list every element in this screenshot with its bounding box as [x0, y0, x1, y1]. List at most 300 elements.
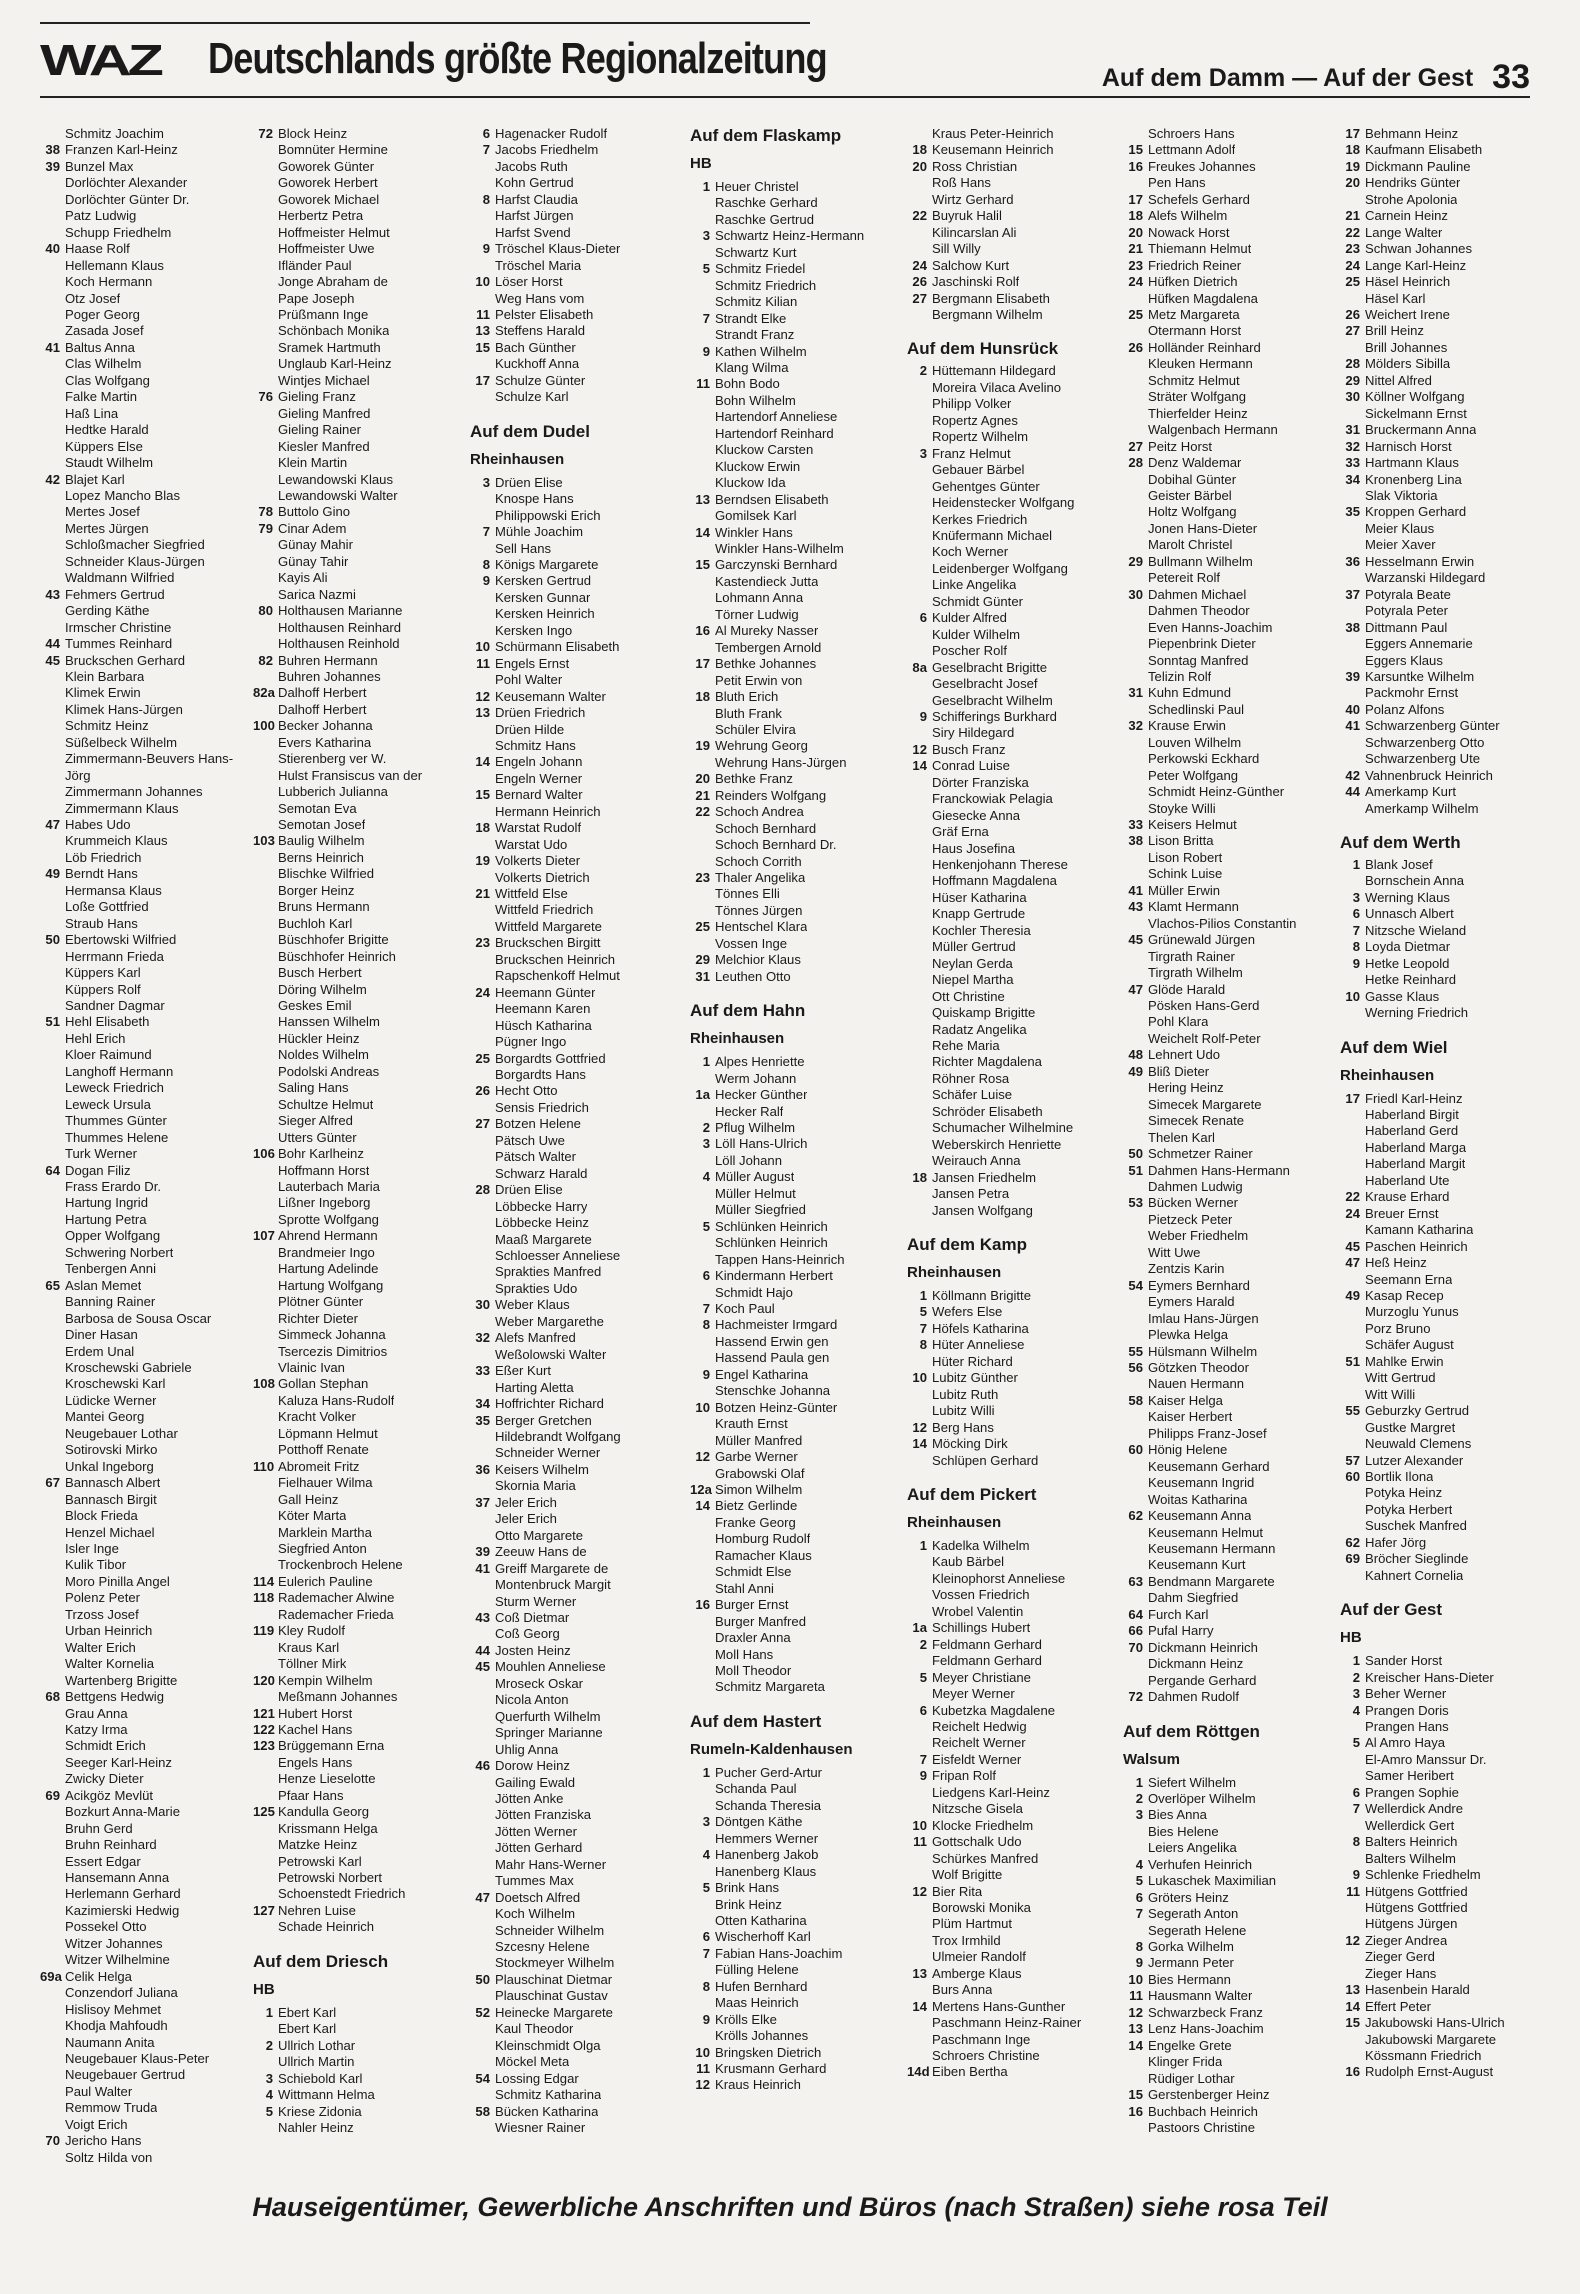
resident-name: Prangen Doris — [1365, 1702, 1449, 1718]
resident-name: Berns Heinrich — [278, 849, 364, 865]
house-number — [253, 883, 278, 899]
resident-entry — [253, 916, 453, 932]
resident-name: Witt Gertrud — [1365, 1370, 1436, 1386]
house-number — [1123, 1590, 1148, 1606]
resident-entry — [1123, 949, 1323, 965]
house-number — [1123, 1923, 1148, 1939]
resident-name: Hermansa Klaus — [65, 882, 162, 898]
house-number — [470, 804, 495, 820]
resident-entry — [40, 1393, 240, 1409]
resident-name: Lohmann Anna — [715, 590, 804, 606]
house-number — [690, 574, 715, 590]
resident-name: Poscher Rolf — [932, 643, 1007, 659]
resident-entry — [1123, 1890, 1323, 1906]
house-number: 28 — [1345, 356, 1360, 372]
house-number — [907, 1137, 932, 1153]
resident-entry — [690, 1169, 890, 1185]
house-number — [1340, 1370, 1365, 1386]
resident-name: Alefs Manfred — [495, 1330, 576, 1346]
resident-entry — [907, 676, 1107, 692]
district-subheading: Rumeln-Kaldenhausen — [690, 1740, 853, 1758]
house-number: 3 — [1352, 889, 1360, 905]
resident-name: Tenbergen Anni — [65, 1261, 157, 1277]
resident-entry — [907, 396, 1107, 412]
resident-entry — [470, 1626, 670, 1642]
house-number — [40, 192, 65, 208]
resident-entry — [40, 225, 240, 241]
resident-entry — [253, 208, 453, 224]
resident-name: Sieger Alfred — [278, 1113, 353, 1129]
house-number — [1123, 702, 1148, 718]
house-number — [253, 1656, 278, 1672]
resident-name: Rudolph Ernst-August — [1365, 2064, 1494, 2080]
resident-entry — [1123, 2071, 1323, 2087]
house-number — [1123, 537, 1148, 553]
house-number: 7 — [919, 1751, 927, 1767]
resident-entry — [690, 1383, 890, 1399]
resident-entry — [1123, 291, 1323, 307]
resident-name: Schulze Karl — [495, 389, 569, 405]
house-number: 8 — [919, 1337, 927, 1353]
house-number — [1123, 801, 1148, 817]
resident-name: Abromeit Fritz — [278, 1458, 360, 1474]
resident-name: Vossen Friedrich — [932, 1587, 1030, 1603]
resident-name: Dobihal Günter — [1148, 471, 1237, 487]
house-number — [907, 1038, 932, 1054]
resident-name: Goworek Herbert — [278, 175, 378, 191]
resident-name: Keusemann Hermann — [1148, 1540, 1276, 1556]
resident-entry — [253, 1261, 453, 1277]
house-number — [1340, 1222, 1365, 1238]
resident-entry — [907, 1637, 1107, 1653]
house-number — [907, 1571, 932, 1587]
resident-entry — [1123, 2005, 1323, 2021]
resident-name: Richter Dieter — [278, 1310, 359, 1326]
resident-name: Gustke Margret — [1365, 1419, 1456, 1435]
resident-entry — [40, 784, 240, 800]
house-number — [253, 1541, 278, 1557]
house-number — [1123, 751, 1148, 767]
house-number: 62 — [1345, 1534, 1360, 1550]
resident-name: Doetsch Alfred — [495, 1889, 581, 1905]
resident-name: Hoffmann Magdalena — [932, 873, 1057, 889]
resident-entry — [907, 126, 1107, 142]
resident-entry — [470, 837, 670, 853]
resident-name: Borgardts Hans — [495, 1067, 586, 1083]
resident-entry — [40, 735, 240, 751]
house-number — [470, 1840, 495, 1856]
house-number: 82 — [258, 652, 273, 668]
resident-entry — [690, 525, 890, 541]
resident-entry — [907, 1304, 1107, 1320]
resident-entry — [253, 1426, 453, 1442]
resident-name: Berndt Hans — [65, 866, 138, 882]
resident-name: Siefert Wilhelm — [1148, 1774, 1237, 1790]
house-number — [907, 1054, 932, 1070]
resident-entry — [690, 623, 890, 639]
resident-entry — [1340, 1535, 1540, 1551]
resident-entry — [690, 557, 890, 573]
house-number: 1 — [1352, 1653, 1360, 1669]
resident-name: Stahl Anni — [715, 1580, 774, 1596]
resident-name: Döntgen Käthe — [715, 1814, 803, 1830]
house-number — [470, 1215, 495, 1231]
resident-name: Meier Xaver — [1365, 537, 1436, 553]
house-number: 26 — [475, 1083, 490, 1099]
resident-name: Bunzel Max — [65, 158, 134, 174]
resident-entry — [1340, 857, 1540, 873]
resident-name: Heidenstecker Wolfgang — [932, 495, 1075, 511]
house-number — [470, 1709, 495, 1725]
house-number: 28 — [1128, 455, 1143, 471]
house-number — [470, 1429, 495, 1445]
resident-name: Mouhlen Anneliese — [495, 1659, 606, 1675]
resident-entry — [253, 1590, 453, 1606]
house-number: 1 — [919, 1288, 927, 1303]
resident-name: Haberland Marga — [1365, 1139, 1467, 1155]
house-number — [1123, 2054, 1148, 2070]
resident-name: Montenbruck Margit — [495, 1577, 611, 1593]
resident-entry — [253, 1821, 453, 1837]
district-subheading: Rheinhausen — [1340, 1066, 1435, 1084]
resident-entry — [40, 620, 240, 636]
resident-entry — [690, 1334, 890, 1350]
resident-entry — [40, 2100, 240, 2116]
resident-entry — [1340, 801, 1540, 817]
resident-name: Witzer Johannes — [65, 1935, 163, 1951]
resident-name: Holthausen Marianne — [278, 603, 403, 619]
house-number — [40, 2002, 65, 2018]
house-number — [40, 949, 65, 965]
house-number — [40, 2035, 65, 2051]
house-number — [690, 1897, 715, 1913]
resident-entry — [253, 1722, 453, 1738]
resident-entry — [1340, 603, 1540, 619]
resident-entry — [1123, 1097, 1323, 1113]
resident-entry — [40, 1409, 240, 1425]
house-number — [1123, 1426, 1148, 1442]
resident-name: Franzen Karl-Heinz — [65, 142, 178, 158]
resident-name: Dickmann Pauline — [1365, 158, 1471, 174]
resident-name: Grabowski Olaf — [715, 1465, 805, 1481]
resident-entry — [907, 742, 1107, 758]
resident-entry — [907, 1538, 1107, 1554]
resident-name: Gieling Manfred — [278, 405, 371, 421]
resident-name: Neugebauer Lothar — [65, 1425, 178, 1441]
resident-entry — [907, 274, 1107, 290]
resident-name: Amerkamp Wilhelm — [1365, 800, 1479, 816]
resident-entry — [40, 636, 240, 652]
resident-name: Schanda Theresia — [715, 1797, 822, 1813]
resident-name: Kraus Peter-Heinrich — [932, 126, 1054, 141]
resident-name: Bruns Hermann — [278, 899, 370, 915]
house-number: 10 — [912, 1817, 927, 1833]
resident-name: Koch Paul — [715, 1301, 775, 1316]
resident-name: Schroers Hans — [1148, 126, 1235, 141]
resident-name: Drüen Friedrich — [495, 705, 586, 721]
house-number: 54 — [1128, 1277, 1143, 1293]
house-number — [907, 594, 932, 610]
resident-name: Kroschewski Karl — [65, 1376, 166, 1392]
house-number — [1340, 1949, 1365, 1965]
resident-entry — [1123, 1972, 1323, 1988]
resident-entry — [907, 363, 1107, 379]
resident-name: Evers Katharina — [278, 734, 372, 750]
resident-entry — [1123, 422, 1323, 438]
house-number: 10 — [912, 1370, 927, 1386]
house-number — [1123, 998, 1148, 1014]
house-number — [253, 1442, 278, 1458]
resident-name: Walter Kornelia — [65, 1656, 155, 1672]
house-number — [470, 1857, 495, 1873]
house-number — [253, 1195, 278, 1211]
house-number — [1123, 1459, 1148, 1475]
resident-entry — [690, 1219, 890, 1235]
resident-entry — [40, 817, 240, 833]
house-number: 125 — [253, 1804, 275, 1820]
resident-entry — [907, 627, 1107, 643]
resident-entry — [690, 1498, 890, 1514]
resident-name: Klimek Erwin — [65, 685, 141, 701]
resident-entry — [907, 1653, 1107, 1669]
resident-entry — [253, 1393, 453, 1409]
resident-entry — [40, 1278, 240, 1294]
resident-name: Louven Wilhelm — [1148, 734, 1242, 750]
resident-entry — [253, 784, 453, 800]
resident-name: Gerding Käthe — [65, 603, 150, 619]
resident-entry — [690, 393, 890, 409]
resident-entry — [1123, 653, 1323, 669]
house-number — [253, 439, 278, 455]
house-number — [470, 1791, 495, 1807]
resident-entry — [690, 1913, 890, 1929]
house-number: 4 — [702, 1169, 710, 1185]
resident-entry — [907, 142, 1107, 158]
resident-name: Hellemann Klaus — [65, 257, 164, 273]
resident-name: Borgardts Gottfried — [495, 1050, 606, 1066]
house-number — [40, 1179, 65, 1195]
house-number — [1123, 472, 1148, 488]
resident-name: Plauschinat Dietmar — [495, 1971, 613, 1987]
resident-name: Fehmers Gertrud — [65, 586, 165, 602]
resident-name: Hütgens Gottfried — [1365, 1899, 1468, 1915]
resident-name: Schwarzbeck Franz — [1148, 2004, 1263, 2020]
house-number — [1123, 291, 1148, 307]
resident-entry — [690, 919, 890, 935]
resident-entry — [1123, 1360, 1323, 1376]
resident-name: Eiben Bertha — [932, 2064, 1008, 2080]
resident-name: Kleinophorst Anneliese — [932, 1570, 1066, 1586]
resident-name: Jörg — [65, 767, 91, 783]
house-number — [40, 175, 65, 191]
house-number — [907, 1354, 932, 1370]
resident-name: Schlenke Friedhelm — [1365, 1867, 1481, 1883]
resident-entry — [1123, 258, 1323, 274]
resident-name: Pufal Harry — [1148, 1623, 1214, 1639]
resident-entry — [40, 1919, 240, 1935]
resident-name: Lopez Mancho Blas — [65, 487, 181, 503]
resident-entry — [253, 866, 453, 882]
house-number — [253, 2021, 278, 2037]
house-number — [40, 1952, 65, 1968]
resident-name: Lauterbach Maria — [278, 1179, 380, 1194]
resident-entry — [907, 1900, 1107, 1916]
resident-name: Falke Martin — [65, 389, 138, 405]
resident-name: Neuwald Clemens — [1365, 1436, 1472, 1452]
resident-entry — [253, 1755, 453, 1771]
resident-name: Günay Tahir — [278, 553, 349, 569]
resident-name: Leweck Ursula — [65, 1096, 151, 1112]
resident-entry — [40, 1130, 240, 1146]
resident-entry — [907, 939, 1107, 955]
resident-entry — [907, 873, 1107, 889]
house-number: 2 — [919, 1636, 927, 1652]
house-number: 76 — [258, 389, 273, 405]
resident-entry — [470, 771, 670, 787]
resident-name: Kadelka Wilhelm — [932, 1537, 1030, 1553]
resident-name: Schloßmacher Siegfried — [65, 537, 205, 553]
resident-name: Brill Johannes — [1365, 339, 1448, 355]
resident-entry — [470, 291, 670, 307]
house-number — [253, 1360, 278, 1376]
house-number — [253, 1393, 278, 1409]
house-number: 13 — [475, 323, 490, 339]
resident-name: Sandner Dagmar — [65, 998, 165, 1014]
resident-name: Schmitz Friedel — [715, 261, 806, 277]
resident-name: Bier Rita — [932, 1883, 983, 1899]
resident-entry — [253, 1163, 453, 1179]
resident-entry — [1123, 1064, 1323, 1080]
house-number — [1340, 1518, 1365, 1534]
resident-name: Wittfeld Else — [495, 886, 568, 902]
house-number — [40, 1985, 65, 2001]
resident-name: Sander Horst — [1365, 1653, 1443, 1669]
resident-entry — [907, 890, 1107, 906]
resident-entry — [40, 965, 240, 981]
resident-name: Schmitz Heinz — [65, 718, 149, 734]
resident-entry — [1123, 1656, 1323, 1672]
resident-name: Brüggemann Erna — [278, 1738, 385, 1754]
resident-name: Opper Wolfgang — [65, 1228, 161, 1244]
resident-entry — [690, 1252, 890, 1268]
resident-name: Königs Margarete — [495, 556, 599, 572]
resident-entry — [1123, 472, 1323, 488]
house-number — [1340, 1916, 1365, 1932]
house-number — [470, 175, 495, 191]
resident-entry — [1340, 1304, 1540, 1320]
resident-name: Conrad Luise — [932, 758, 1010, 774]
house-number — [1123, 603, 1148, 619]
house-number: 69 — [45, 1787, 60, 1803]
house-number: 5 — [919, 1669, 927, 1685]
resident-entry — [40, 949, 240, 965]
house-number — [40, 1623, 65, 1639]
resident-entry — [1340, 2064, 1540, 2080]
resident-entry — [1340, 1768, 1540, 1784]
resident-entry — [470, 274, 670, 290]
resident-name: Unnasch Albert — [1365, 906, 1454, 922]
house-number — [470, 1511, 495, 1527]
house-number — [40, 291, 65, 307]
resident-entry — [40, 932, 240, 948]
house-number: 63 — [1128, 1573, 1143, 1589]
resident-entry — [1340, 241, 1540, 257]
resident-name: Keusemann Anna — [1148, 1508, 1252, 1524]
resident-entry — [690, 1929, 890, 1945]
resident-name: Geskes Emil — [278, 998, 352, 1014]
house-number — [253, 1278, 278, 1294]
house-number: 3 — [1135, 1807, 1143, 1823]
house-number: 13 — [475, 705, 490, 721]
house-number — [470, 952, 495, 968]
resident-name: Friedrich Reiner — [1148, 257, 1242, 273]
page-number: 33 — [1492, 58, 1530, 96]
house-number — [470, 389, 495, 405]
resident-entry — [40, 2002, 240, 2018]
resident-entry — [40, 1870, 240, 1886]
house-number: 18 — [1128, 208, 1143, 224]
house-number — [253, 1426, 278, 1442]
resident-name: Peitz Horst — [1148, 438, 1213, 454]
house-number: 79 — [258, 520, 273, 536]
resident-name: Bröcher Sieglinde — [1365, 1551, 1469, 1567]
resident-name: Thummes Helene — [65, 1129, 169, 1145]
house-number — [690, 1630, 715, 1646]
house-number — [253, 570, 278, 586]
resident-entry — [907, 1288, 1107, 1304]
house-number — [1123, 126, 1148, 142]
house-number: 67 — [45, 1475, 60, 1491]
resident-entry — [253, 1047, 453, 1063]
resident-entry — [907, 1999, 1107, 2015]
resident-entry — [1123, 1955, 1323, 1971]
resident-name: Bethke Franz — [715, 771, 793, 787]
resident-entry — [1123, 669, 1323, 685]
resident-name: Fripan Rolf — [932, 1768, 997, 1784]
resident-entry — [253, 1640, 453, 1656]
resident-name: Drüen Elise — [495, 474, 563, 490]
house-number: 30 — [475, 1297, 490, 1313]
resident-name: Mahlke Erwin — [1365, 1353, 1444, 1369]
resident-entry — [690, 376, 890, 392]
resident-entry — [40, 406, 240, 422]
resident-entry — [470, 1001, 670, 1017]
resident-name: Haus Josefina — [932, 840, 1015, 856]
resident-name: Hafer Jörg — [1365, 1534, 1427, 1550]
resident-name: Noldes Wilhelm — [278, 1047, 369, 1063]
house-number: 5 — [1135, 1873, 1143, 1889]
resident-name: Engeln Werner — [495, 770, 583, 786]
house-number — [40, 1722, 65, 1738]
resident-name: Otz Josef — [65, 290, 121, 306]
resident-entry — [690, 1765, 890, 1781]
resident-entry — [1123, 2021, 1323, 2037]
house-number — [1123, 850, 1148, 866]
house-number — [470, 623, 495, 639]
resident-entry — [253, 702, 453, 718]
listing-column — [1340, 126, 1540, 2081]
resident-entry — [907, 1420, 1107, 1436]
resident-name: Franke Georg — [715, 1514, 796, 1530]
house-number — [253, 1771, 278, 1787]
resident-entry — [907, 989, 1107, 1005]
house-number — [907, 1933, 932, 1949]
resident-entry — [40, 669, 240, 685]
house-number: 43 — [1128, 899, 1143, 915]
resident-name: Block Frieda — [65, 1508, 138, 1524]
resident-name: Plauschinat Gustav — [495, 1988, 608, 2004]
resident-entry — [40, 1113, 240, 1129]
